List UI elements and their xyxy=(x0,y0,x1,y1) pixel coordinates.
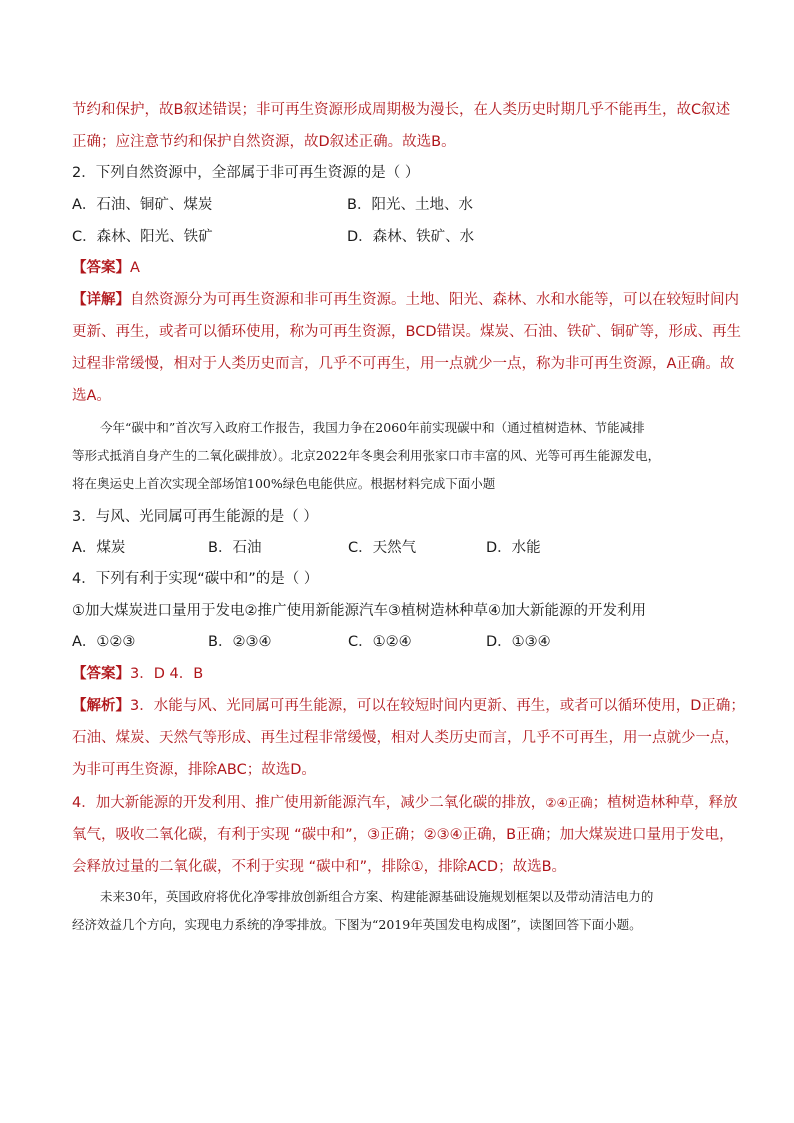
question-3-stem: 3．与风、光同属可再生能源的是（ ） xyxy=(72,509,318,525)
question-4-stem: 4．下列有利于实现“碳中和”的是（ ） xyxy=(72,571,319,587)
intro-line-1: 节约和保护，故B叙述错误；非可再生资源形成周期极为漫长，在人类历史时期几乎不能再生，故C叙述 xyxy=(72,102,731,118)
question-3-option-d: D．水能 xyxy=(486,540,541,556)
question-2-explain-line-4: 选A。 xyxy=(72,388,111,404)
question-4-option-b: B．②③④ xyxy=(208,634,272,650)
material-1-line-1: 今年“碳中和”首次写入政府工作报告，我国力争在2060年前实现碳中和（通过植树造林、节能减排 xyxy=(100,420,645,435)
question-4-option-a: A．①②③ xyxy=(72,634,136,650)
analysis-label: 【解析】 xyxy=(72,698,130,714)
question-3-option-a: A．煤炭 xyxy=(72,540,126,556)
question-2-stem: 2．下列自然资源中，全部属于非可再生资源的是（ ） xyxy=(72,165,420,181)
question-2-option-d: D．森林、铁矿、水 xyxy=(347,229,475,245)
material-1-line-3: 将在奥运史上首次实现全部场馆100%绿色电能供应。根据材料完成下面小题 xyxy=(72,476,496,491)
question-4-analysis-line-2: 氧气，吸收二氧化碳，有利于实现 “碳中和”，③正确；②③④正确，B正确；加大煤炭进口量用于发电， xyxy=(72,827,734,843)
question-3-option-c: C．天然气 xyxy=(348,540,417,556)
question-3-4-answer xyxy=(72,664,732,684)
question-2-option-c: C．森林、阳光、铁矿 xyxy=(72,229,213,245)
answer-label: 【答案】 xyxy=(72,260,130,276)
intro-line-2: 正确；应注意节约和保护自然资源，故D叙述正确。故选B。 xyxy=(72,134,456,150)
answer-value: 3．D 4．B xyxy=(130,666,204,682)
explain-label: 【详解】 xyxy=(72,292,130,308)
question-3-4-analysis-line-1: 【解析】3．水能与风、光同属可再生能源，可以在较短时间内更新、再生，或者可以循环使用，D正确； xyxy=(72,698,745,714)
question-2-explain-line-2: 更新、再生，或者可以循环使用，称为可再生资源，BCD错误。煤炭、石油、铁矿、铜矿等，形成、再生 xyxy=(72,324,741,340)
question-2-answer xyxy=(72,258,732,278)
question-4-option-d: D．①③④ xyxy=(486,634,551,650)
question-2-explain-line-3: 过程非常缓慢，相对于人类历史而言，几乎不可再生，用一点就少一点，称为非可再生资源，A正确。故 xyxy=(72,356,735,372)
material-2-line-1: 未来30年，英国政府将优化净零排放创新组合方案、构建能源基础设施规划框架以及带动清洁电力的 xyxy=(100,889,654,904)
question-2-explain-line-1: 【详解】自然资源分为可再生资源和非可再生资源。土地、阳光、森林、水和水能等，可以在较短时间内 xyxy=(72,292,739,308)
question-4-items: ①加大煤炭进口量用于发电②推广使用新能源汽车③植树造林种草④加大新能源的开发利用 xyxy=(72,603,646,619)
material-2-line-2: 经济效益几个方向，实现电力系统的净零排放。下图为“2019年英国发电构成图”，读图回答下面小题。 xyxy=(72,917,642,932)
question-2-option-b: B．阳光、土地、水 xyxy=(347,197,473,213)
question-2-option-a: A．石油、铜矿、煤炭 xyxy=(72,197,213,213)
question-4-option-c: C．①②④ xyxy=(348,634,412,650)
question-3-option-b: B．石油 xyxy=(208,540,262,556)
material-1-line-2: 等形式抵消自身产生的二氧化碳排放）。北京2022年冬奥会利用张家口市丰富的风、光等可再生能源发电， xyxy=(72,448,661,463)
answer-label: 【答案】 xyxy=(72,666,130,682)
question-4-analysis-line-1: 4．加大新能源的开发利用、推广使用新能源汽车，减少二氧化碳的排放，②④正确；植树造林种草，释放 xyxy=(72,795,738,811)
question-3-analysis-line-3: 为非可再生资源，排除ABC；故选D。 xyxy=(72,762,316,778)
question-3-analysis-line-2: 石油、煤炭、天然气等形成、再生过程非常缓慢，相对人类历史而言，几乎不可再生，用一点就少一点， xyxy=(72,730,739,746)
answer-value: A xyxy=(130,260,140,276)
question-4-analysis-line-3: 会释放过量的二氧化碳，不利于实现 “碳中和”，排除①，排除ACD；故选B。 xyxy=(72,859,567,875)
